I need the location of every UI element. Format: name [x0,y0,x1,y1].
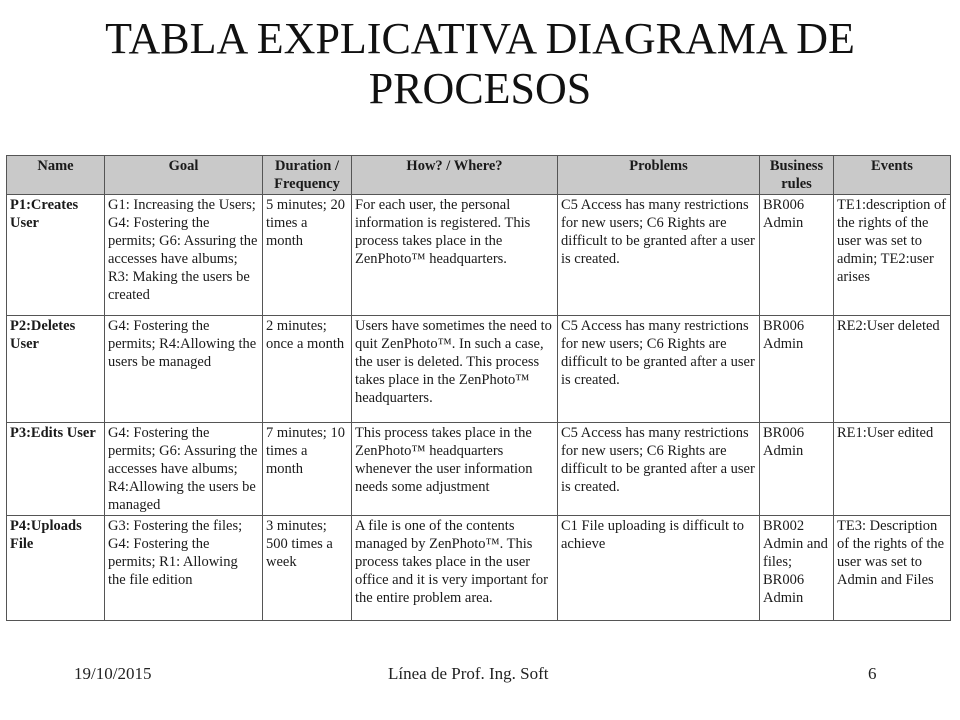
cell-how-where: This process takes place in the ZenPhoto™ headquarters whenever the user information needs some adjustment [352,423,558,516]
cell-problems: C5 Access has many restrictions for new users; C6 Rights are difficult to be granted after a user is created. [558,195,760,316]
header-duration: Duration / Frequency [263,156,352,195]
process-table [6,155,951,621]
cell-how-where: A file is one of the contents managed by ZenPhoto™. This process takes place in the user office and it is very important for the entire problem area. [352,516,558,621]
cell-events: TE3: Description of the rights of the user was set to Admin and Files [834,516,951,621]
process-table-container [6,155,954,627]
cell-events: RE1:User edited [834,423,951,516]
cell-name: P1:Creates User [7,195,105,316]
footer-date: 19/10/2015 [74,664,152,683]
table-row [7,316,951,423]
cell-how-where: For each user, the personal information is registered. This process takes place in the ZenPhoto™ headquarters. [352,195,558,316]
cell-name: P2:Deletes User [7,316,105,423]
cell-business-rules: BR006 Admin [760,195,834,316]
footer-course-label: Línea de Prof. Ing. Soft [388,664,549,683]
cell-problems: C5 Access has many restrictions for new users; C6 Rights are difficult to be granted after a user is created. [558,423,760,516]
cell-duration: 7 minutes; 10 times a month [263,423,352,516]
cell-problems: C1 File uploading is difficult to achieve [558,516,760,621]
cell-duration: 5 minutes; 20 times a month [263,195,352,316]
cell-business-rules: BR002 Admin and files; BR006 Admin [760,516,834,621]
cell-business-rules: BR006 Admin [760,316,834,423]
table-row [7,195,951,316]
table-header-row [7,156,951,195]
table-row [7,423,951,516]
cell-goal: G1: Increasing the Users; G4: Fostering the permits; G6: Assuring the accesses have albums; R3: Making the users be created [105,195,263,316]
cell-business-rules: BR006 Admin [760,423,834,516]
cell-name: P4:Uploads File [7,516,105,621]
header-goal: Goal [105,156,263,195]
cell-duration: 2 minutes; once a month [263,316,352,423]
cell-goal: G4: Fostering the permits; G6: Assuring the accesses have albums; R4:Allowing the users be managed [105,423,263,516]
slide-number: 6 [868,664,877,683]
cell-goal: G4: Fostering the permits; R4:Allowing the users be managed [105,316,263,423]
cell-goal: G3: Fostering the files; G4: Fostering the permits; R1: Allowing the file edition [105,516,263,621]
cell-duration: 3 minutes; 500 times a week [263,516,352,621]
header-business-rules: Business rules [760,156,834,195]
cell-problems: C5 Access has many restrictions for new users; C6 Rights are difficult to be granted after a user is created. [558,316,760,423]
header-how-where: How? / Where? [352,156,558,195]
header-problems: Problems [558,156,760,195]
cell-name: P3:Edits User [7,423,105,516]
header-events: Events [834,156,951,195]
cell-events: TE1:description of the rights of the user was set to admin; TE2:user arises [834,195,951,316]
header-name: Name [7,156,105,195]
table-row [7,516,951,621]
cell-events: RE2:User deleted [834,316,951,423]
cell-how-where: Users have sometimes the need to quit ZenPhoto™. In such a case, the user is deleted. This process takes place in the ZenPhoto™ headquarters. [352,316,558,423]
slide-title: TABLA EXPLICATIVA DIAGRAMA DE PROCESOS [105,14,855,113]
